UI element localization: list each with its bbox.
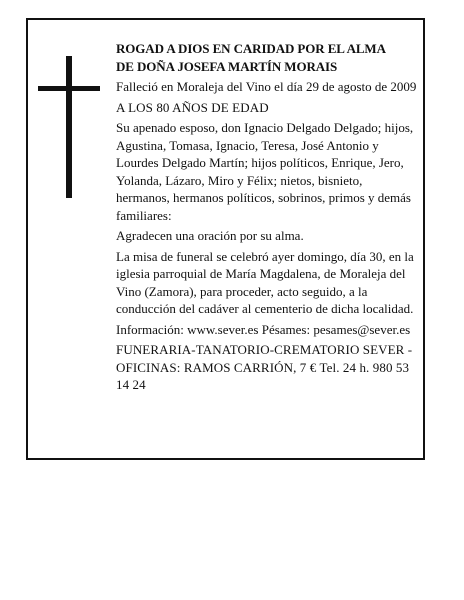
- family-list: Su apenado esposo, don Ignacio Delgado Delgado; hijos, Agustina, Tomasa, Ignacio, Teresa, José Antonio y Lourdes Delgado Martín; hijos políticos, Enrique, Jero, Yolanda, Lázaro, Miro y Félix; nietos, bisnieto, hermanos, hermanos políticos, sobrinos, primos y demás familiares:: [116, 120, 414, 223]
- notice-title-line-1: ROGAD A DIOS EN CARIDAD POR EL ALMA: [116, 41, 386, 56]
- notice-text: [116, 40, 418, 394]
- cross-icon: [38, 56, 100, 198]
- contact-info: Información: www.sever.es Pésames: pesames@sever.es: [116, 321, 411, 337]
- obituary-notice: [26, 18, 425, 460]
- age-line: A LOS 80 AÑOS DE EDAD: [116, 99, 269, 115]
- cross-horizontal-bar: [38, 86, 100, 91]
- funeral-home: FUNERARIA-TANATORIO-CREMATORIO SEVER - OFICINAS: RAMOS CARRIÓN, 7 € Tel. 24 h. 980 53 14 24: [116, 342, 413, 392]
- notice-title-line-2: DE DOÑA JOSEFA MARTÍN MORAIS: [116, 58, 338, 74]
- thanks-line: Agradecen una oración por su alma.: [116, 228, 304, 243]
- cross-vertical-bar: [66, 56, 72, 198]
- funeral-details: La misa de funeral se celebró ayer domingo, día 30, en la iglesia parroquial de María Magdalena, de Moraleja del Vino (Zamora), para proceder, acto seguido, a la conducción del cadáver al cementerio de dicha localidad.: [116, 248, 414, 316]
- death-info: Falleció en Moraleja del Vino el día 29 de agosto de 2009: [116, 79, 417, 94]
